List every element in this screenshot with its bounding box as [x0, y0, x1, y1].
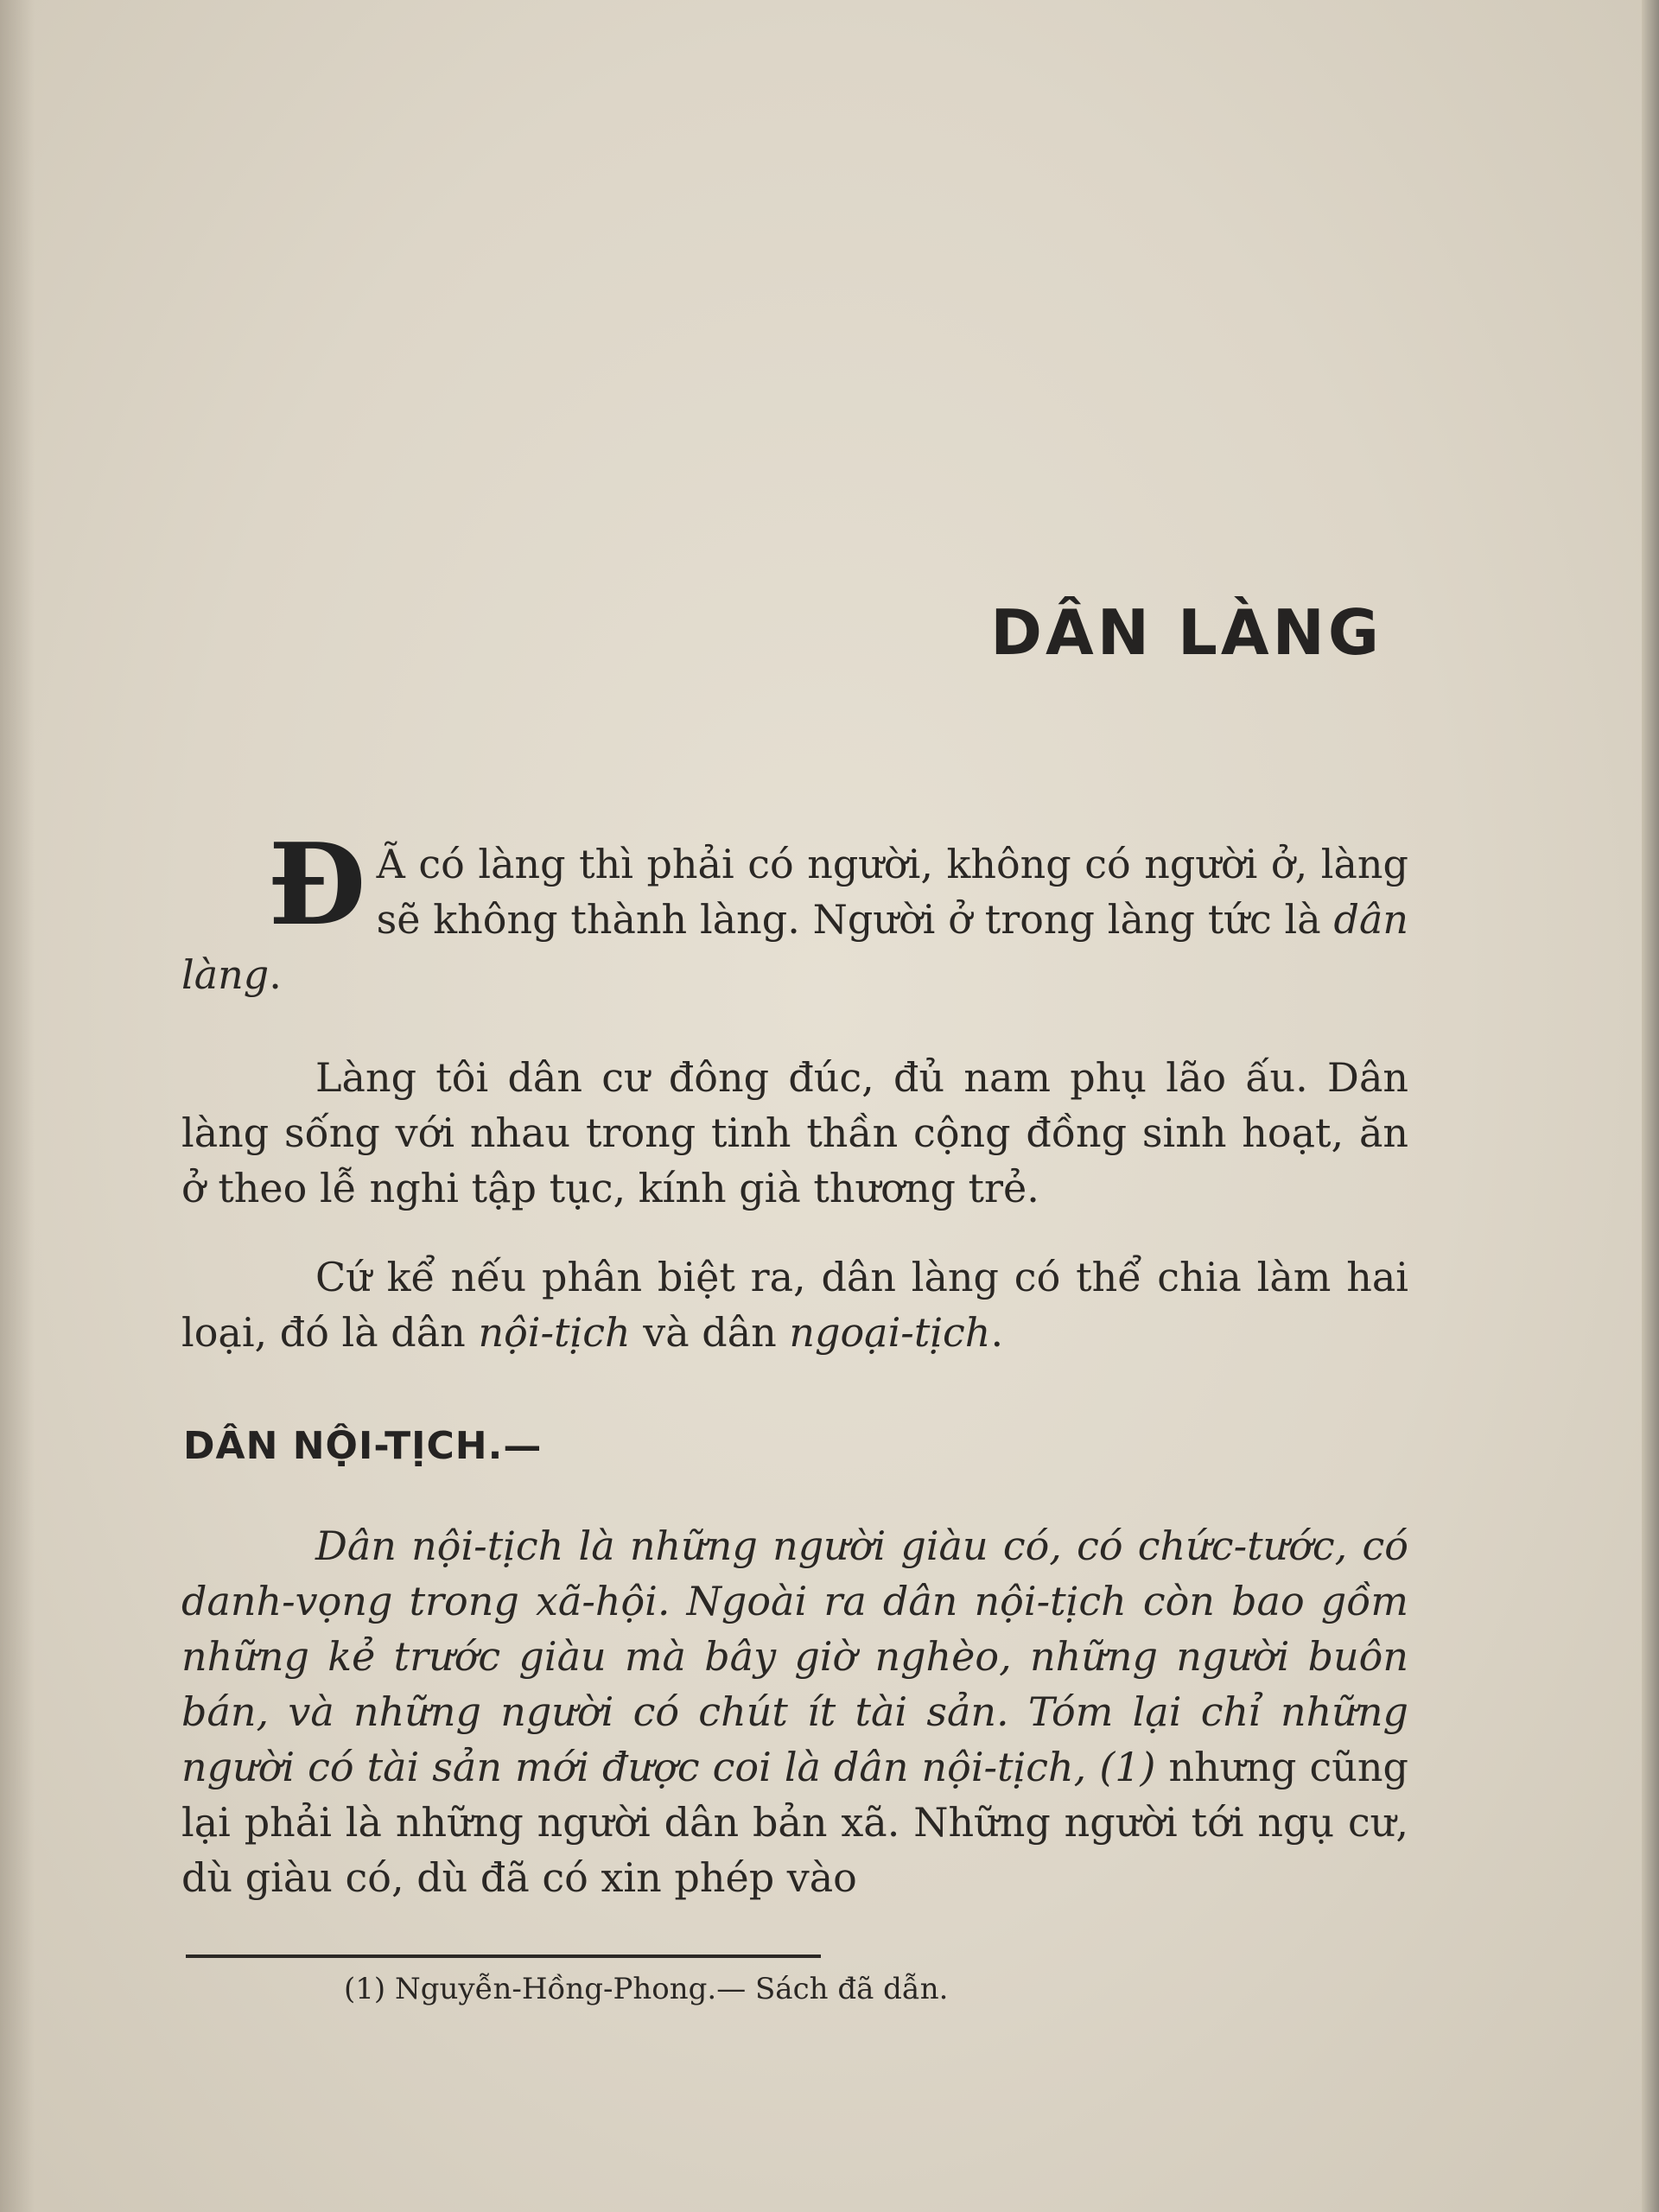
paragraph-3 — [181, 1249, 1408, 1360]
intro-paragraph — [181, 818, 1408, 1002]
paragraph-3-part-2: và dân — [630, 1309, 790, 1356]
footnote-divider — [186, 1955, 821, 1958]
paragraph-4-regular: nhưng cũng lại phải là những người dân bản xã. Những người tới ngụ cư, dù giàu có, dù đã có xin phép vào — [181, 1744, 1408, 1901]
chapter-title: DÂN LÀNG — [990, 596, 1382, 669]
paragraph-3-part-3: . — [990, 1309, 1004, 1356]
paragraph-2-text: Làng tôi dân cư đông đúc, đủ nam phụ lão ấu. Dân làng sống với nhau trong tinh thần cộng đồng sinh hoạt, ăn ở theo lễ nghi tập tục, kính già thương trẻ. — [181, 1054, 1408, 1211]
paragraph-3-part-1: Cứ kể nếu phân biệt ra, dân làng có thể chia làm hai loại, đó là dân — [181, 1254, 1408, 1356]
paragraph-4-italic: Dân nội-tịch là những người giàu có, có chức-tước, có danh-vọng trong xã-hội. Ngoài ra dân nội-tịch còn bao gồm những kẻ trước giàu mà bây giờ nghèo, những người buôn bán, và những người có chút ít tài sản. Tóm lại chỉ những người có tài sản mới được coi là dân nội-tịch, (1) — [181, 1522, 1408, 1790]
page-edge — [1642, 0, 1659, 2212]
section-heading: DÂN NỘI-TỊCH.— — [183, 1424, 543, 1468]
paragraph-3-text — [181, 1249, 1408, 1360]
page-gutter-shadow — [0, 0, 35, 2212]
drop-cap: Đ — [268, 818, 366, 950]
intro-italic-term: dân làng — [181, 896, 1408, 998]
paragraph-4 — [181, 1518, 1408, 1905]
term-ngoai-tich: ngoại-tịch — [789, 1309, 991, 1356]
paragraph-4-text — [181, 1518, 1408, 1905]
intro-text-end: . — [269, 951, 282, 998]
paragraph-2 — [181, 1050, 1408, 1216]
intro-text: Ã có làng thì phải có người, không có người ở, làng sẽ không thành làng. Người ở trong làng tức là — [376, 841, 1408, 943]
term-noi-tich: nội-tịch — [478, 1309, 631, 1356]
footnote: (1) Nguyễn-Hồng-Phong.— Sách đã dẫn. — [344, 1972, 949, 2006]
